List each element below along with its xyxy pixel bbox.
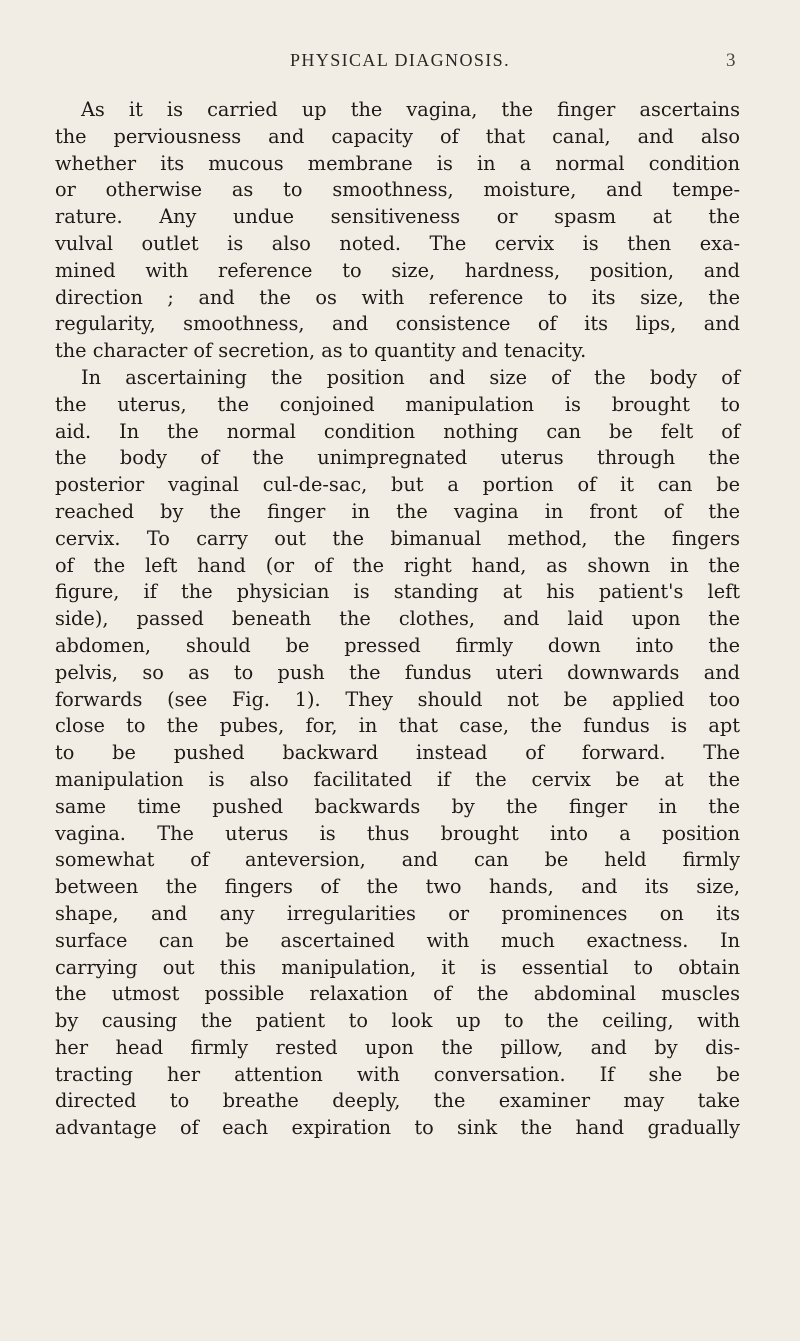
text-line: or otherwise as to smoothness, moisture, and tempe-: [55, 178, 740, 202]
text-line: same time pushed backwards by the finger in the: [55, 794, 740, 818]
text-line: advantage of each expiration to sink the hand gradually: [55, 1116, 740, 1140]
text-line: direction ; and the os with reference to its size, the: [55, 285, 740, 309]
text-line: rature. Any undue sensitiveness or spasm at the: [55, 205, 740, 229]
text-line: side), passed beneath the clothes, and laid upon the: [55, 607, 740, 631]
text-line: As it is carried up the vagina, the finger ascertains: [81, 98, 740, 121]
text-line: the perviousness and capacity of that canal, and also: [55, 124, 740, 148]
running-head: PHYSICAL DIAGNOSIS.: [290, 50, 510, 70]
text-line: carrying out this manipulation, it is essential to obtain: [55, 955, 740, 979]
text-line: manipulation is also facilitated if the cervix be at the: [55, 767, 740, 791]
text-line: the character of secretion, as to quantity and tenacity.: [55, 339, 587, 363]
text-line: close to the pubes, for, in that case, the fundus is apt: [55, 714, 740, 738]
text-line: by causing the patient to look up to the ceiling, with: [55, 1009, 740, 1033]
text-line: the utmost possible relaxation of the abdominal muscles: [55, 982, 740, 1006]
text-line: figure, if the physician is standing at his patient's left: [55, 580, 740, 604]
text-line: somewhat of anteversion, and can be held firmly: [55, 848, 740, 872]
text-line: shape, and any irregularities or prominences on its: [55, 901, 740, 925]
text-line: surface can be ascertained with much exactness. In: [55, 928, 740, 952]
text-line: abdomen, should be pressed firmly down into the: [55, 633, 740, 657]
page-header: [0, 50, 800, 80]
text-line: posterior vaginal cul-de-sac, but a portion of it can be: [55, 473, 740, 497]
text-line: vagina. The uterus is thus brought into a position: [55, 821, 740, 845]
text-line: aid. In the normal condition nothing can be felt of: [55, 419, 740, 443]
text-line: mined with reference to size, hardness, position, and: [55, 258, 740, 282]
body-text: [55, 97, 740, 1142]
text-line: regularity, smoothness, and consistence of its lips, and: [55, 312, 740, 336]
text-line: directed to breathe deeply, the examiner may take: [55, 1089, 740, 1113]
text-line: tracting her attention with conversation. If she be: [55, 1062, 740, 1086]
text-line: reached by the finger in the vagina in front of the: [55, 499, 740, 523]
text-line: of the left hand (or of the right hand, as shown in the: [55, 553, 740, 577]
text-line: the uterus, the conjoined manipulation is brought to: [55, 392, 740, 416]
text-line: pelvis, so as to push the fundus uteri downwards and: [55, 660, 740, 684]
text-line: to be pushed backward instead of forward. The: [55, 741, 740, 765]
text-line: vulval outlet is also noted. The cervix is then exa-: [55, 231, 740, 255]
text-line: forwards (see Fig. 1). They should not be applied too: [55, 687, 740, 711]
text-line: In ascertaining the position and size of the body of: [81, 365, 740, 389]
text-line: between the fingers of the two hands, and its size,: [55, 875, 740, 899]
text-line: the body of the unimpregnated uterus through the: [55, 446, 740, 470]
text-line: her head firmly rested upon the pillow, and by dis-: [55, 1035, 740, 1059]
page-number: 3: [726, 50, 736, 71]
text-line: cervix. To carry out the bimanual method, the fingers: [55, 526, 740, 550]
text-line: whether its mucous membrane is in a normal condition: [55, 151, 740, 175]
